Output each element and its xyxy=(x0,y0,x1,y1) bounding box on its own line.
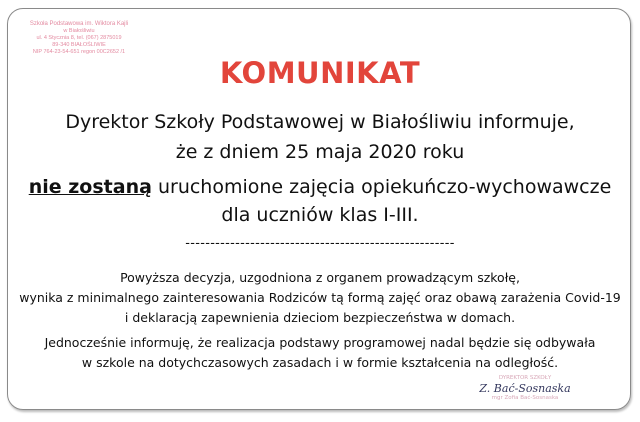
lead-line-3 xyxy=(0,176,640,198)
lead-line-3-rest: uruchomione zajęcia opiekuńczo-wychowawcze xyxy=(151,176,612,198)
stamp-line: NIP 764-23-54-651 regon 00C2652 /1 xyxy=(32,49,126,55)
body-line: i deklaracją zapewnienia dzieciom bezpieczeństwa w domach. xyxy=(124,310,516,325)
body-line: Jednocześnie informuję, że realizacja podstawy programowej nadal będzie się odbywała xyxy=(44,335,596,350)
stamp-line: 89-340 BIAŁOŚLIWIE xyxy=(52,42,106,48)
lead-line-1: Dyrektor Szkoły Podstawowej w Białośliwiu informuje, xyxy=(65,111,575,133)
body-line: wynika z minimalnego zainteresowania Rodziców tą formą zajęć oraz obawą zarażenia Covid-19 xyxy=(19,290,621,305)
signature-stamp-top: DYREKTOR SZKOŁY xyxy=(498,375,552,381)
lead-line-2: że z dniem 25 maja 2020 roku xyxy=(175,141,465,163)
body-paragraph-1 xyxy=(0,268,640,328)
body-line: Powyższa decyzja, uzgodniona z organem prowadzącym szkołę, xyxy=(120,270,520,285)
stamp-line: w Białośliwiu xyxy=(63,28,95,34)
signature-stamp-bottom: mgr Zofia Bać-Sosnaska xyxy=(491,395,559,401)
emphasis-text: nie zostaną xyxy=(28,176,152,198)
stamp-line: ul. 4 Stycznia 8, tel. (067) 2875019 xyxy=(36,35,122,41)
handwritten-signature: Z. Bać-Sosnaska xyxy=(479,382,571,395)
body-paragraph-2 xyxy=(0,333,640,373)
school-stamp xyxy=(24,21,134,56)
page-title: KOMUNIKAT xyxy=(219,56,421,90)
lead-line-4: dla uczniów klas I-III. xyxy=(221,204,419,226)
signature-block xyxy=(470,375,580,402)
separator: ------------------------------------------------------ xyxy=(185,236,455,251)
body-line: w szkole na dotychczasowych zasadach i w formie kształcenia na odległość. xyxy=(81,355,559,370)
stamp-line: Szkoła Podstawowa im. Wiktora Kajli xyxy=(29,21,129,27)
